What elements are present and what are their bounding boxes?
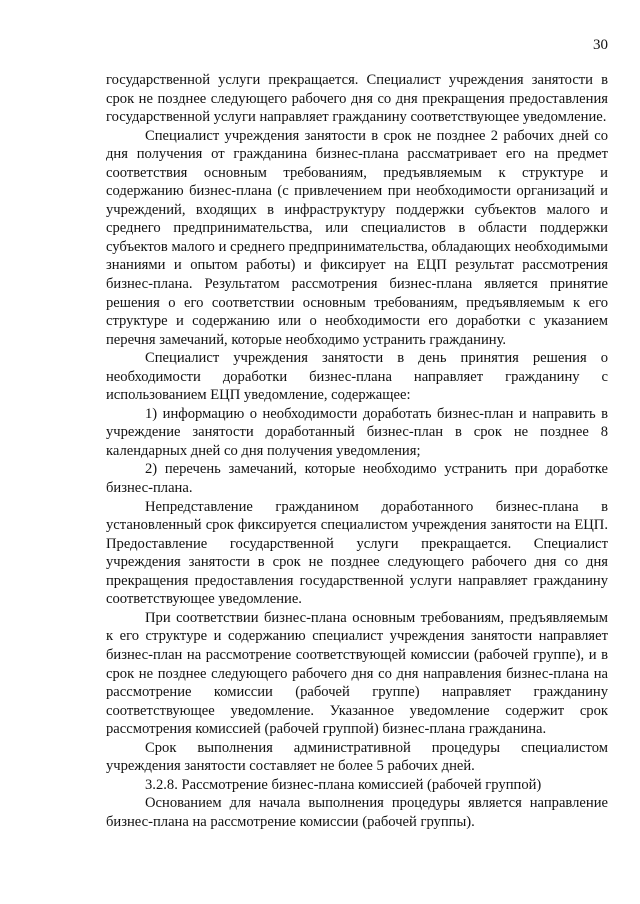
paragraph-continuation: государственной услуги прекращается. Специалист учреждения занятости в срок не позднее следующего рабочего дня со дня прекращения предоставления государственной услуги направляет гражданину соответствующее уведомление. bbox=[106, 72, 608, 126]
paragraph-non-submission: Непредставление гражданином доработанного бизнес-плана в установленный срок фиксируется специалистом учреждения занятости на ЕЦП. Предоставление государственной услуги прекращается. Специалист учреждения занятости в срок не позднее следующего рабочего дня со дня прекращения предоставления государственной услуги направляет гражданину соответствующее уведомление. bbox=[106, 498, 608, 608]
paragraph-revision-notice: Специалист учреждения занятости в день принятия решения о необходимости доработки бизнес-плана направляет гражданину с использованием ЕЦП уведомление, содержащее: bbox=[106, 350, 608, 404]
paragraph-deadline: Срок выполнения административной процедуры специалистом учреждения занятости составляет не более 5 рабочих дней. bbox=[106, 739, 608, 775]
body-text bbox=[106, 71, 608, 831]
paragraph-review-procedure: Специалист учреждения занятости в срок не позднее 2 рабочих дней со дня получения от гражданина бизнес-плана рассматривает его на предмет соответствия основным требованиям, предъявляемым к структуре и содержанию бизнес-плана (с привлечением при необходимости организаций и учреждений, входящих в инфраструктуру поддержки субъектов малого и среднего предпринимательства, или специалистов в области поддержки субъектов малого и среднего предпринимательства, обладающих необходимыми знаниями и опытом работы) и фиксирует на ЕЦП результат рассмотрения бизнес-плана. Результатом рассмотрения бизнес-плана является принятие решения о его соответствии основным требованиям, предъявляемым к его структуре и содержанию или о необходимости его доработки с указанием перечня замечаний, которые необходимо устранить гражданину. bbox=[106, 127, 608, 348]
section-heading: 3.2.8. Рассмотрение бизнес-плана комиссией (рабочей группой) bbox=[145, 776, 542, 793]
page-number: 30 bbox=[593, 37, 608, 53]
list-item-1: 1) информацию о необходимости доработать бизнес-план и направить в учреждение занятости доработанный бизнес-план в срок не позднее 8 календарных дней со дня получения уведомления; bbox=[106, 405, 608, 459]
paragraph-basis: Основанием для начала выполнения процедуры является направление бизнес-плана на рассмотрение комиссии (рабочей группы). bbox=[106, 795, 608, 830]
paragraph-commission-referral: При соответствии бизнес-плана основным требованиям, предъявляемым к его структуре и содержанию специалист учреждения занятости направляет бизнес-план на рассмотрение соответствующей комиссии (рабочей группе), и в срок не позднее следующего рабочего дня со дня направления бизнес-плана на рассмотрение комиссии (рабочей группе) направляет гражданину соответствующее уведомление. Указанное уведомление содержит срок рассмотрения комиссией (рабочей группой) бизнес-плана гражданина. bbox=[106, 609, 608, 738]
list-item-2: 2) перечень замечаний, которые необходимо устранить при доработке бизнес-плана. bbox=[106, 461, 608, 497]
